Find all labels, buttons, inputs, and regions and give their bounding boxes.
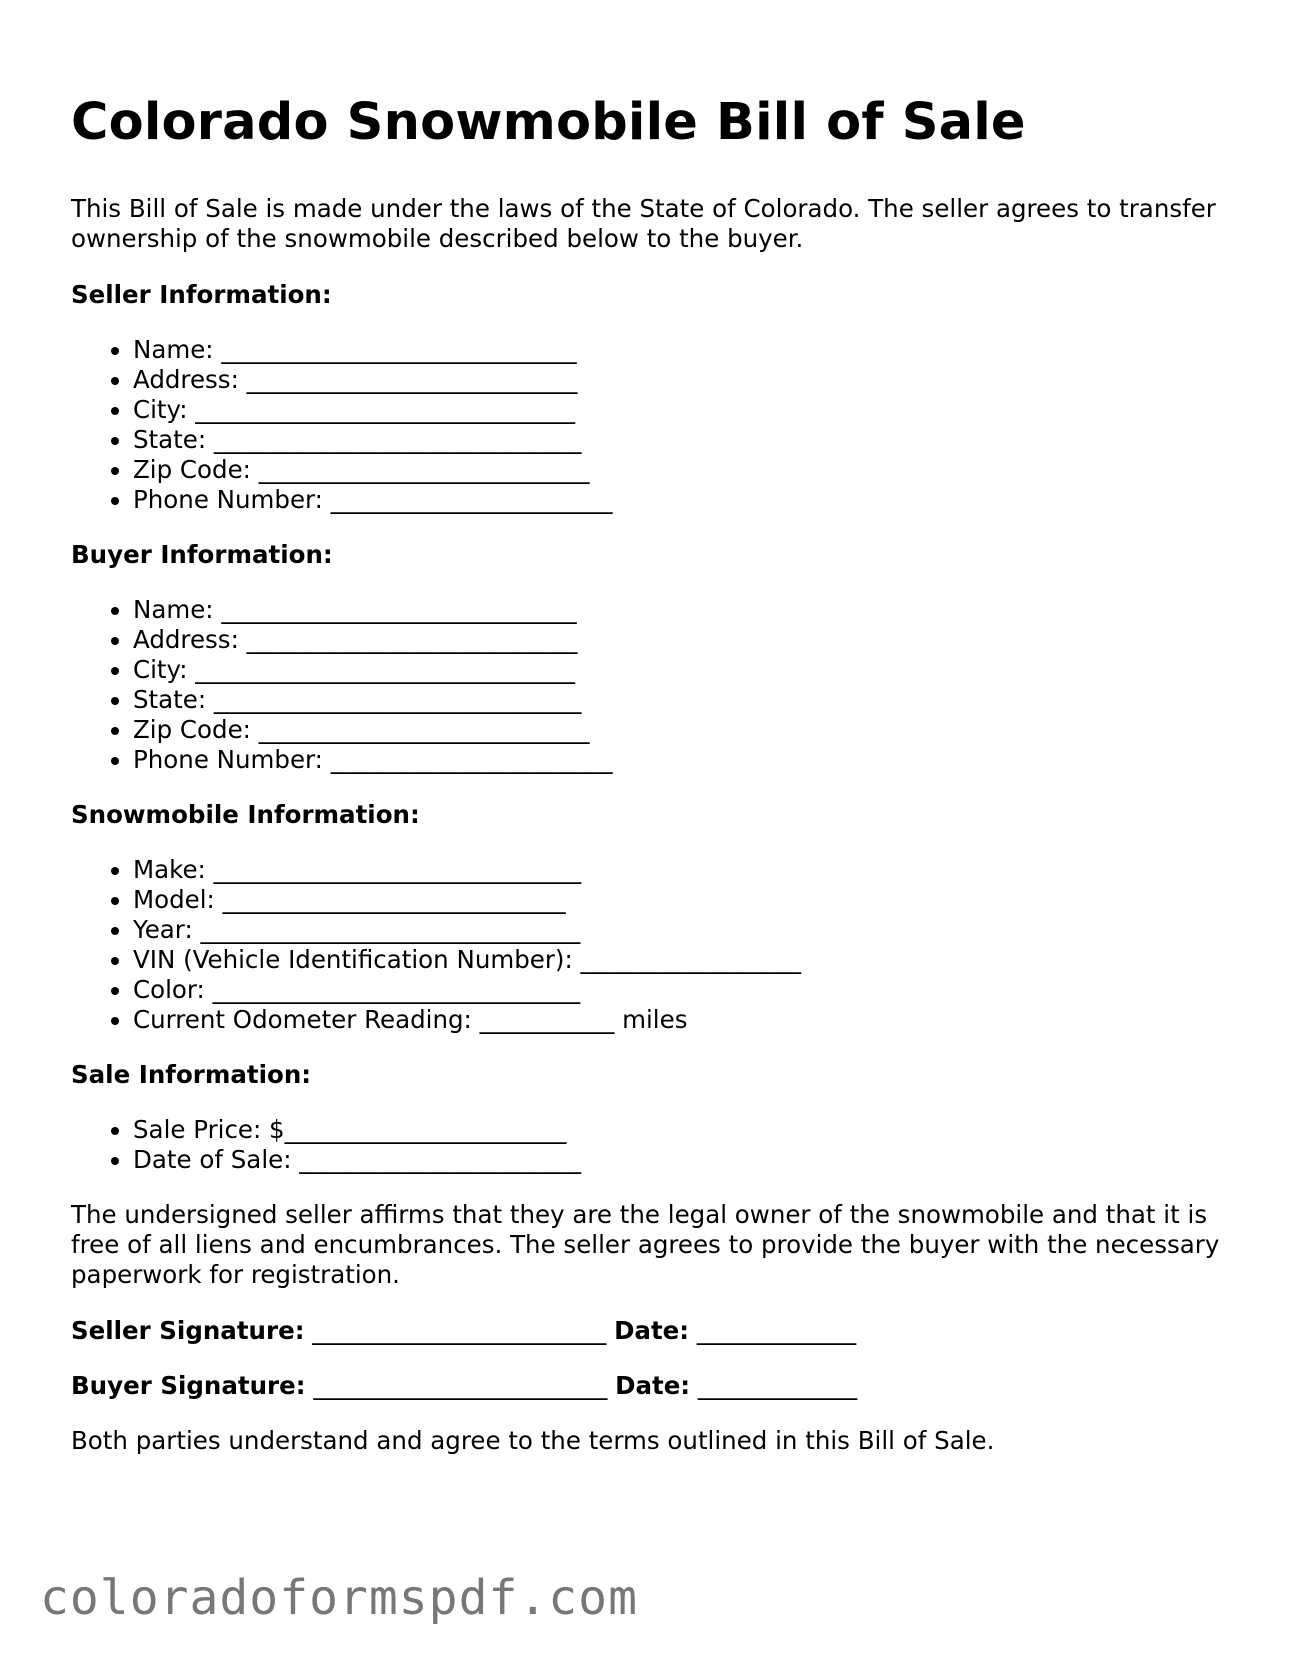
buyer-signature-label: Buyer Signature: bbox=[71, 1371, 306, 1400]
sale-heading: Sale Information: bbox=[71, 1060, 312, 1089]
buyer-list bbox=[71, 595, 1231, 775]
buyer-city-field[interactable]: • City: _______________________________ bbox=[133, 655, 1231, 685]
buyer-signature-row bbox=[71, 1371, 1231, 1401]
sale-list bbox=[71, 1115, 1231, 1175]
buyer-date-line[interactable]: _____________ bbox=[690, 1371, 858, 1400]
buyer-state-field[interactable]: • State: ______________________________ bbox=[133, 685, 1231, 715]
seller-phone-field[interactable]: • Phone Number: _______________________ bbox=[133, 485, 1231, 515]
watermark: coloradoformspdf.com bbox=[40, 1570, 638, 1626]
sale-date-field[interactable]: • Date of Sale: _______________________ bbox=[133, 1145, 1231, 1175]
page-title: Colorado Snowmobile Bill of Sale bbox=[71, 93, 1026, 152]
snowmobile-heading: Snowmobile Information: bbox=[71, 800, 420, 829]
seller-date-line[interactable]: _____________ bbox=[689, 1316, 857, 1345]
seller-state-field[interactable]: • State: ______________________________ bbox=[133, 425, 1231, 455]
vin-field[interactable]: • VIN (Vehicle Identification Number): __________________ bbox=[133, 945, 1231, 975]
buyer-date-label: Date: bbox=[615, 1371, 691, 1400]
intro-paragraph: This Bill of Sale is made under the laws of the State of Colorado. The seller agrees to transfer ownership of the snowmobile described below to the buyer. bbox=[71, 194, 1216, 253]
sale-price-field[interactable]: • Sale Price: $_______________________ bbox=[133, 1115, 1231, 1145]
seller-address-field[interactable]: • Address: ___________________________ bbox=[133, 365, 1231, 395]
seller-city-field[interactable]: • City: _______________________________ bbox=[133, 395, 1231, 425]
seller-signature-line[interactable]: ________________________ bbox=[304, 1316, 615, 1345]
seller-list bbox=[71, 335, 1231, 515]
seller-signature-label: Seller Signature: bbox=[71, 1316, 305, 1345]
seller-heading: Seller Information: bbox=[71, 280, 332, 309]
seller-date-label: Date: bbox=[614, 1316, 690, 1345]
buyer-name-field[interactable]: • Name: _____________________________ bbox=[133, 595, 1231, 625]
buyer-address-field[interactable]: • Address: ___________________________ bbox=[133, 625, 1231, 655]
buyer-signature-line[interactable]: ________________________ bbox=[305, 1371, 616, 1400]
affirmation-paragraph: The undersigned seller affirms that they are the legal owner of the snowmobile and that it is free of all liens and encumbrances. The seller agrees to provide the buyer with the necessary paperwork for registration. bbox=[71, 1200, 1220, 1289]
odometer-field[interactable]: • Current Odometer Reading: ___________ miles bbox=[133, 1005, 1231, 1035]
buyer-heading: Buyer Information: bbox=[71, 540, 333, 569]
seller-name-field[interactable]: • Name: _____________________________ bbox=[133, 335, 1231, 365]
color-field[interactable]: • Color: ______________________________ bbox=[133, 975, 1231, 1005]
seller-zip-field[interactable]: • Zip Code: ___________________________ bbox=[133, 455, 1231, 485]
buyer-phone-field[interactable]: • Phone Number: _______________________ bbox=[133, 745, 1231, 775]
snowmobile-list bbox=[71, 855, 1231, 1035]
year-field[interactable]: • Year: _______________________________ bbox=[133, 915, 1231, 945]
closing-paragraph: Both parties understand and agree to the terms outlined in this Bill of Sale. bbox=[71, 1426, 995, 1455]
model-field[interactable]: • Model: ____________________________ bbox=[133, 885, 1231, 915]
buyer-zip-field[interactable]: • Zip Code: ___________________________ bbox=[133, 715, 1231, 745]
make-field[interactable]: • Make: ______________________________ bbox=[133, 855, 1231, 885]
document bbox=[71, 88, 1231, 1482]
seller-signature-row bbox=[71, 1316, 1231, 1346]
